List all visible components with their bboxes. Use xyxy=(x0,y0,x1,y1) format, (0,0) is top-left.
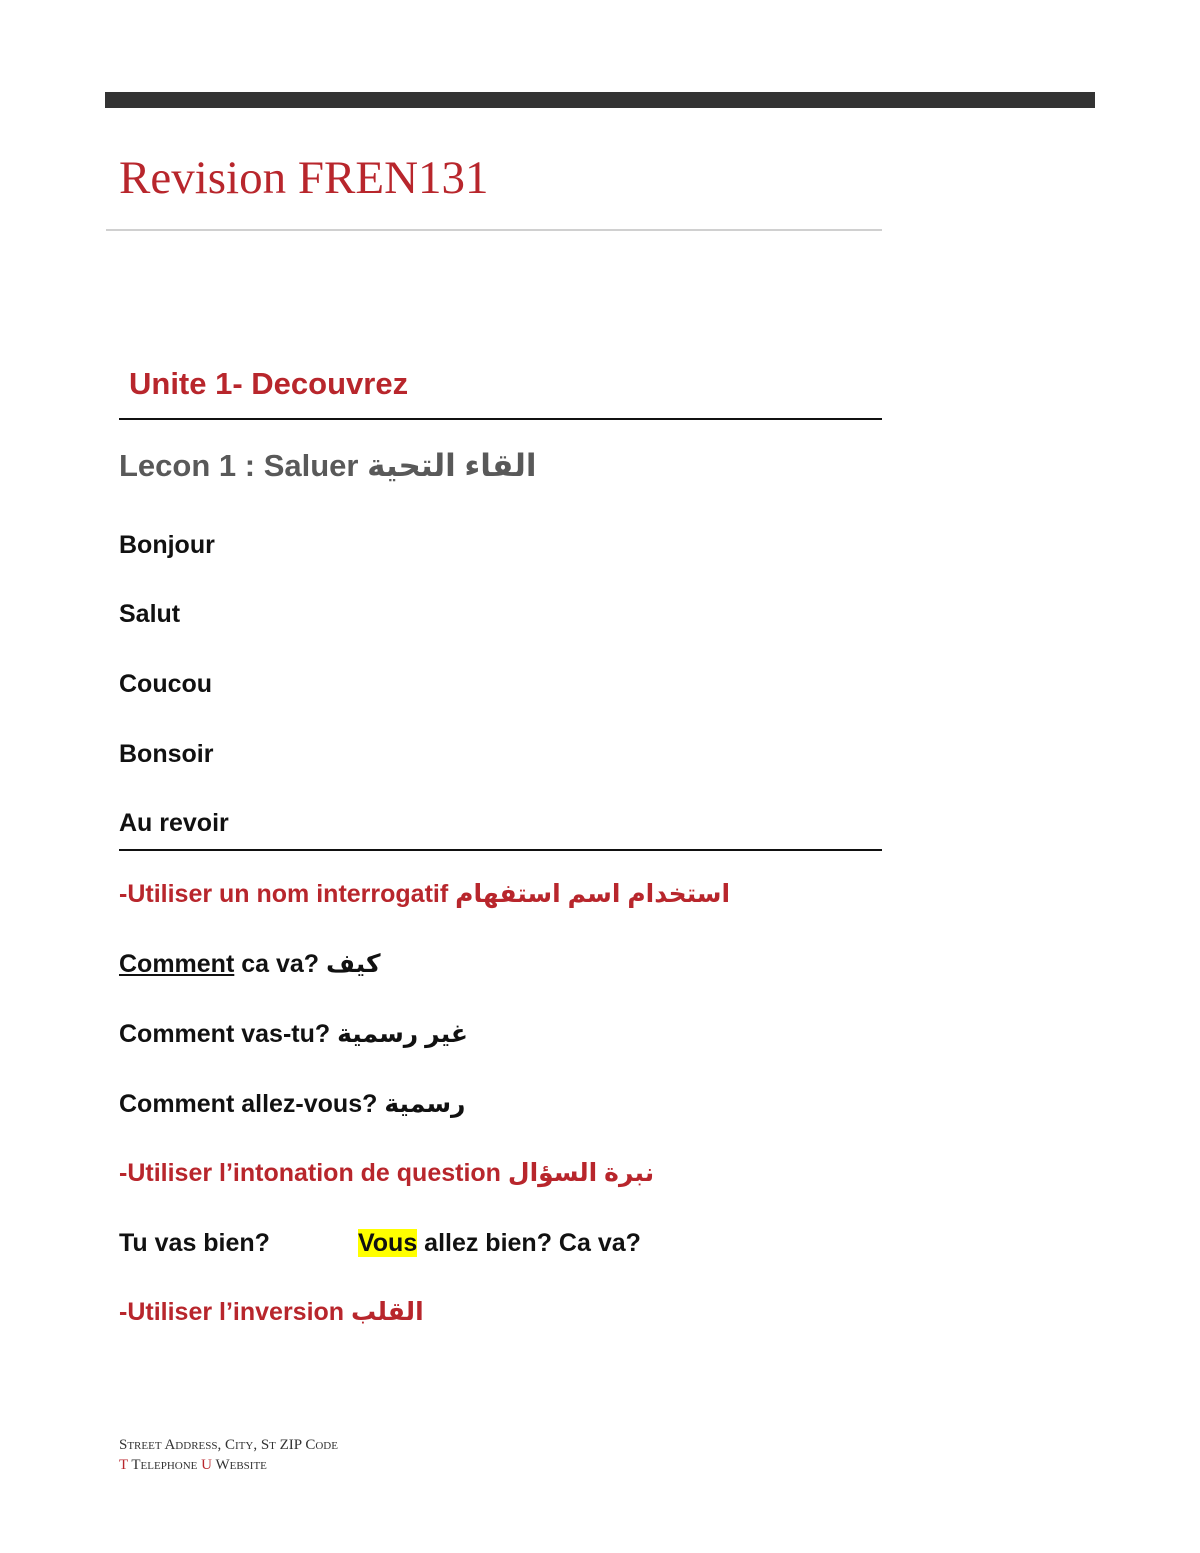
greeting-salut: Salut xyxy=(119,600,181,628)
section-interrogative: -Utiliser un nom interrogatif استخدام اسم استفهام xyxy=(119,880,731,908)
comment-rest: ca va? كيف xyxy=(234,950,381,978)
greeting-bonjour: Bonjour xyxy=(119,531,215,559)
footer-contact xyxy=(119,1458,267,1473)
footer-address: Street Address, City, St ZIP Code xyxy=(119,1437,338,1453)
unit-divider xyxy=(119,418,882,420)
footer-t-marker: T xyxy=(119,1457,128,1473)
greeting-bonsoir: Bonsoir xyxy=(119,740,214,768)
vous-highlighted: Vous xyxy=(357,1229,418,1257)
allez-bien-rest: allez bien? Ca va? xyxy=(417,1229,641,1257)
lesson-heading: Lecon 1 : Saluer القاء التحية xyxy=(119,448,537,483)
tu-vas-bien: Tu vas bien? xyxy=(119,1229,270,1257)
phrase-intonation-examples xyxy=(119,1231,641,1256)
footer-telephone: Telephone xyxy=(131,1457,198,1473)
phrase-comment-allez-vous: Comment allez-vous? رسمية xyxy=(119,1090,466,1118)
top-decorative-bar xyxy=(105,92,1095,108)
section-inversion: -Utiliser l’inversion القلب xyxy=(119,1298,424,1326)
footer-website: Website xyxy=(215,1457,267,1473)
greetings-divider xyxy=(119,849,882,851)
footer-u-marker: U xyxy=(201,1457,212,1473)
title-divider xyxy=(106,229,882,231)
comment-word: Comment xyxy=(119,950,235,978)
section-intonation: -Utiliser l’intonation de question نبرة السؤال xyxy=(119,1159,655,1187)
greeting-coucou: Coucou xyxy=(119,670,213,698)
phrase-comment-ca-va xyxy=(119,952,381,977)
greeting-au-revoir: Au revoir xyxy=(119,809,229,837)
phrase-comment-vas-tu: Comment vas-tu? غير رسمية xyxy=(119,1020,468,1048)
unit-heading: Unite 1- Decouvrez xyxy=(129,366,409,401)
document-title: Revision FREN131 xyxy=(119,152,489,204)
